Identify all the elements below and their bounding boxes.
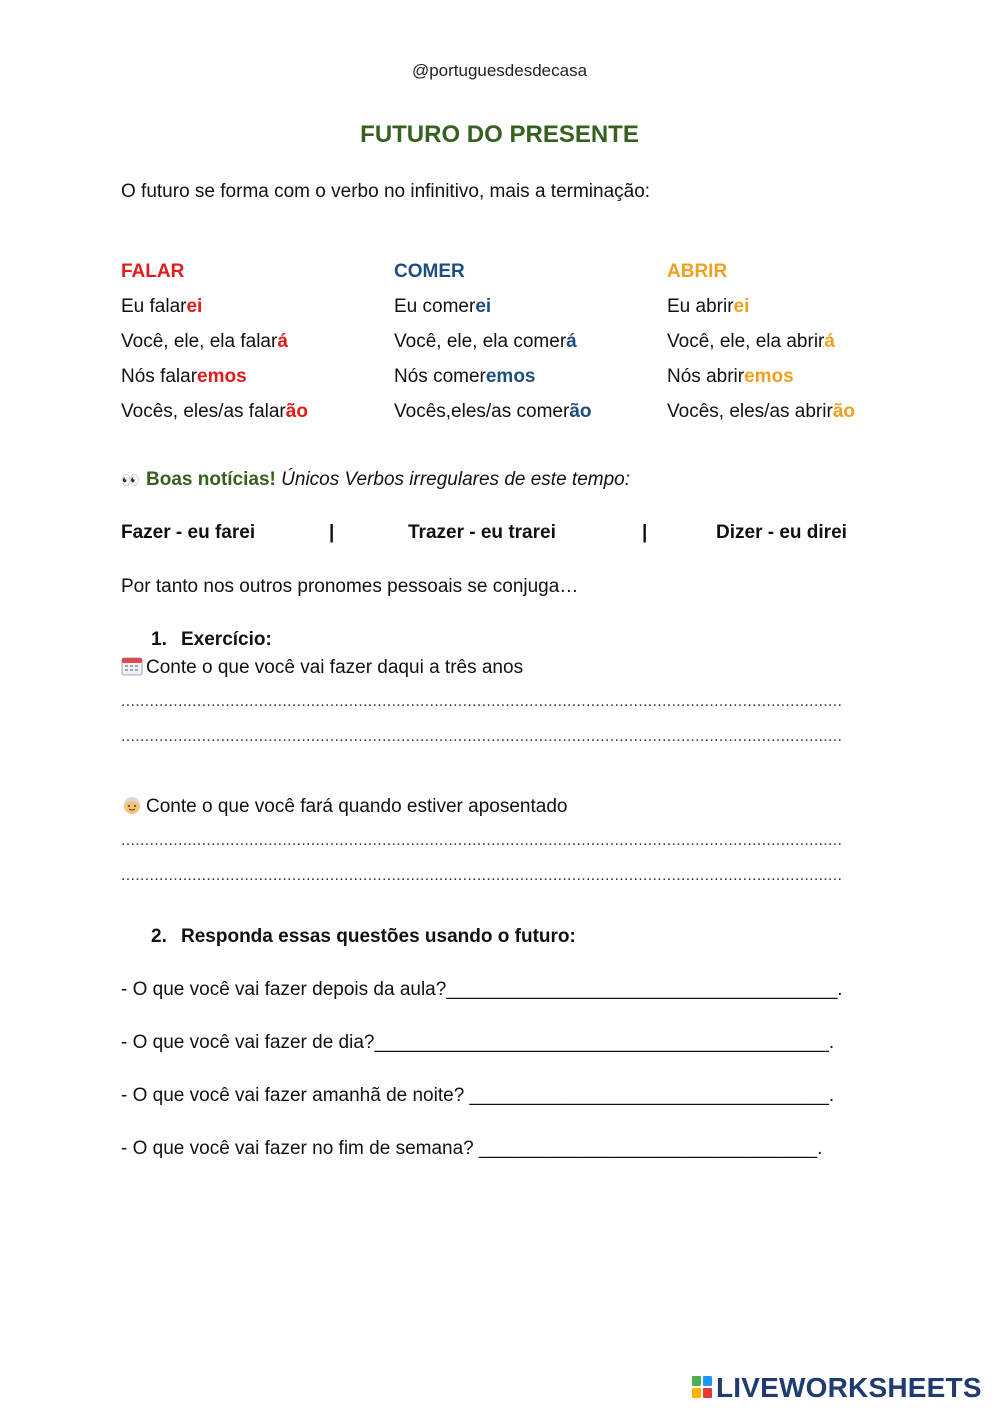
stem: Eu falar (121, 296, 187, 317)
conjugation-row (667, 365, 855, 400)
answer-line[interactable]: ........................................................................................................................................................ (121, 693, 843, 710)
stem: Eu abrir (667, 296, 734, 317)
stem: Vocês, eles/as falar (121, 401, 286, 422)
stem: Vocês,eles/as comer (394, 401, 570, 422)
ending: emos (485, 366, 536, 387)
good-news-label: Boas notícias! (146, 469, 276, 490)
eyes-icon: 👀 (121, 472, 140, 489)
conjugation-row (667, 330, 855, 365)
ending: ei (733, 296, 750, 317)
answer-line[interactable]: ........................................................................................................................................................ (121, 728, 843, 745)
conjugation-row (394, 365, 592, 400)
exercise-prompt-2 (121, 795, 567, 818)
prompt-text: Conte o que você fará quando estiver aposentado (146, 796, 568, 817)
ending: ão (569, 401, 592, 422)
verb-column-abrir (667, 260, 855, 435)
ending: emos (744, 366, 794, 387)
exercise-2-heading (151, 926, 576, 948)
verb-column-falar (121, 260, 308, 435)
conjugation-row (394, 330, 592, 365)
question-4[interactable]: - O que você vai fazer no fim de semana? ________________________________. (121, 1138, 823, 1159)
ending: ei (186, 296, 203, 317)
ending: ão (285, 401, 308, 422)
ending: emos (197, 366, 247, 387)
stem: Eu comer (394, 296, 476, 317)
conjugation-row (121, 400, 308, 435)
stem: Você, ele, ela abrir (667, 331, 825, 352)
stem: Nós abrir (667, 366, 745, 387)
por-tanto-text: Por tanto nos outros pronomes pessoais se conjuga… (121, 576, 579, 597)
verb-heading: ABRIR (667, 261, 728, 282)
ending: á (277, 331, 288, 352)
calendar-icon (121, 656, 143, 676)
separator: | (642, 522, 648, 543)
good-news-line (121, 469, 630, 491)
irregular-verb-3: Dizer - eu direi (716, 522, 847, 543)
conjugation-row (394, 295, 592, 330)
ending: á (824, 331, 835, 352)
stem: Você, ele, ela comer (394, 331, 567, 352)
prompt-text: Conte o que você vai fazer daqui a três anos (146, 657, 524, 678)
conjugation-row (121, 330, 308, 365)
conjugation-row (394, 400, 592, 435)
conjugation-row (121, 365, 308, 400)
question-1[interactable]: - O que você vai fazer depois da aula?_____________________________________. (121, 979, 843, 1000)
ending: ei (475, 296, 492, 317)
stem: Nós falar (121, 366, 198, 387)
exercise-number: 2. (151, 926, 167, 947)
exercise-1-heading (151, 629, 272, 651)
stem: Nós comer (394, 366, 486, 387)
logo-text: LIVEWORKSHEETS (716, 1372, 982, 1403)
ending: á (566, 331, 577, 352)
conjugation-row (667, 295, 855, 330)
irregular-verb-2: Trazer - eu trarei (408, 522, 556, 543)
question-3[interactable]: - O que você vai fazer amanhã de noite? __________________________________. (121, 1085, 835, 1106)
irregular-verb-1: Fazer - eu farei (121, 522, 256, 543)
verb-column-comer (394, 260, 592, 435)
answer-line[interactable]: ........................................................................................................................................................ (121, 867, 843, 884)
stem: Vocês, eles/as abrir (667, 401, 833, 422)
ending: ão (832, 401, 855, 422)
page-title: FUTURO DO PRESENTE (360, 121, 639, 148)
liveworksheets-logo-icon (692, 1376, 712, 1398)
exercise-number: 1. (151, 629, 167, 650)
intro-text: O futuro se forma com o verbo no infinitivo, mais a terminação: (121, 181, 651, 202)
older-person-icon (121, 795, 143, 815)
separator: | (329, 522, 335, 543)
verb-heading: COMER (394, 261, 465, 282)
conjugation-row (667, 400, 855, 435)
author-handle: @portuguesdesdecasa (411, 61, 588, 80)
conjugation-row (121, 295, 308, 330)
stem: Você, ele, ela falar (121, 331, 278, 352)
exercise-prompt-1 (121, 656, 523, 679)
verb-heading: FALAR (121, 261, 185, 282)
irregular-note: Únicos Verbos irregulares de este tempo: (275, 469, 631, 490)
question-2[interactable]: - O que você vai fazer de dia?___________________________________________. (121, 1032, 835, 1053)
exercise-title: Exercício: (181, 629, 272, 650)
exercise-title: Responda essas questões usando o futuro: (181, 926, 576, 947)
answer-line[interactable]: ........................................................................................................................................................ (121, 832, 843, 849)
